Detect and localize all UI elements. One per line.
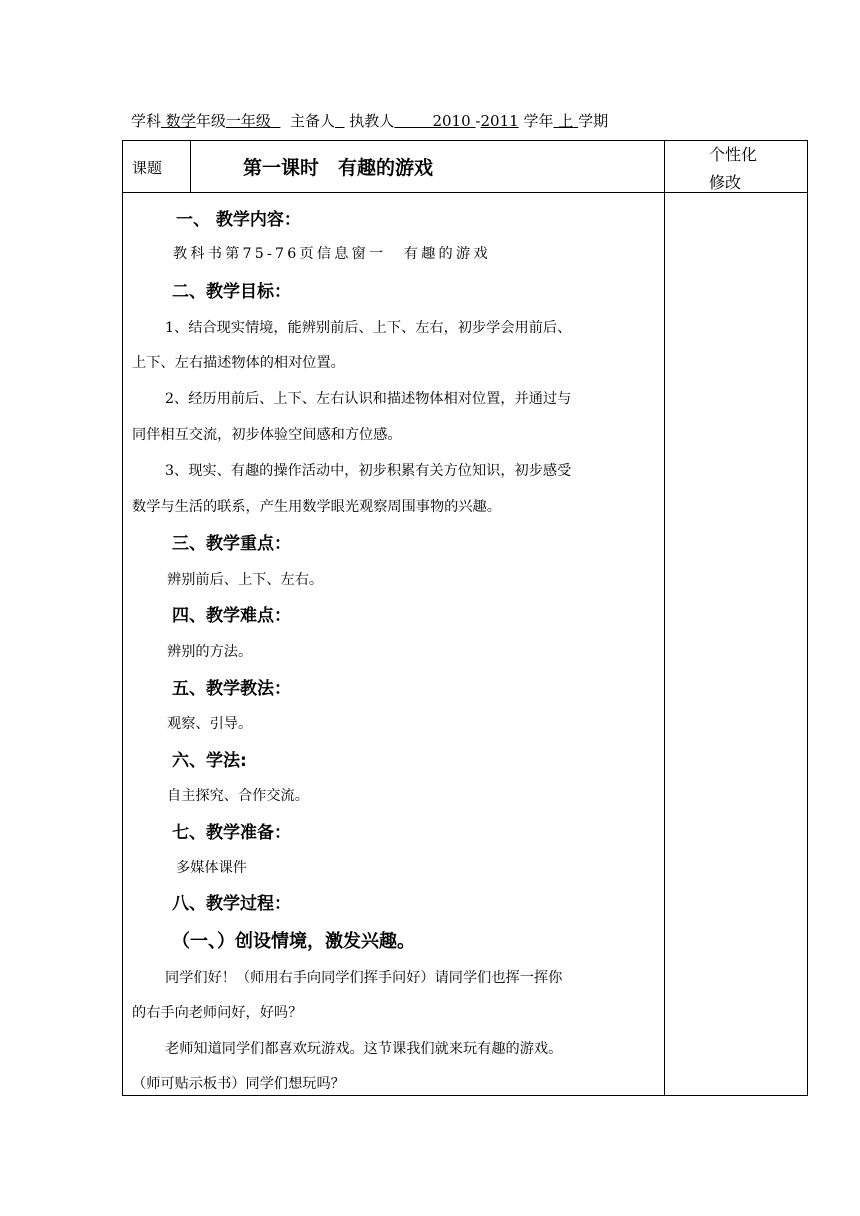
- subject-label: 学科: [131, 112, 162, 130]
- teacher-label: 执教人: [349, 112, 395, 130]
- section-heading-1: 一、 教学内容：: [176, 210, 301, 230]
- goal-3-line-1: 3、现实、有趣的操作活动中，初步积累有关方位知识，初步感受: [165, 463, 572, 479]
- planner-blank: [335, 112, 345, 130]
- section-text-7: 多媒体课件: [176, 860, 247, 876]
- side-header-line2: 修改: [709, 173, 742, 192]
- paragraph-2-line-1: 老师知道同学们都喜欢玩游戏。这节课我们就来玩有趣的游戏。: [165, 1041, 563, 1057]
- topic-label: 课题: [132, 159, 163, 177]
- side-header-line1: 个性化: [709, 145, 758, 164]
- divider-side-column: [664, 141, 665, 1095]
- year-start: 2010: [432, 112, 471, 130]
- planner-label: 主备人: [289, 112, 335, 130]
- grade-value: 一年级: [225, 112, 271, 130]
- school-year-label: 学年: [523, 112, 554, 130]
- teacher-blank: [394, 112, 475, 130]
- section-text-5: 观察、引导。: [167, 716, 253, 732]
- section-text-6: 自主探究、合作交流。: [167, 788, 309, 804]
- section-heading-4: 四、教学难点：: [172, 606, 291, 626]
- section-text-4: 辨别的方法。: [167, 644, 253, 660]
- divider-header-row: [123, 192, 807, 193]
- section-heading-5: 五、教学教法：: [172, 679, 291, 699]
- section-heading-8: 八、教学过程：: [172, 894, 291, 914]
- step-1-heading: （一、）创设情境，激发兴趣。: [172, 931, 415, 952]
- goal-2-line-1: 2、经历用前后、上下、左右认识和描述物体相对位置，并通过与: [165, 391, 572, 407]
- divider-topic-column: [190, 141, 191, 192]
- term-value: 上: [558, 112, 574, 130]
- lesson-plan-table: [122, 140, 808, 1096]
- section-heading-2: 二、教学目标：: [172, 282, 291, 302]
- paragraph-1-line-1: 同学们好！（师用右手向同学们挥手问好）请同学们也挥一挥你: [165, 970, 563, 986]
- section-heading-3: 三、教学重点：: [172, 534, 291, 554]
- goal-1-line-1: 1、结合现实情境，能辨别前后、上下、左右，初步学会用前后、: [165, 320, 572, 336]
- year-end: 2011: [480, 112, 519, 130]
- section-heading-6: 六、学法:: [172, 751, 247, 771]
- grade-label: 年级: [195, 112, 226, 130]
- goal-1-line-2: 上下、左右描述物体的相对位置。: [132, 355, 345, 371]
- term-label: 学期: [578, 112, 609, 130]
- goal-3-line-2: 数学与生活的联系，产生用数学眼光观察周围事物的兴趣。: [132, 499, 501, 515]
- paragraph-2-line-2: （师可贴示板书）同学们想玩吗？: [132, 1076, 345, 1092]
- subject-value: 数学: [165, 112, 196, 130]
- document-header: 学科 数学年级一年级 主备人 执教人 2010 -2011 学年 上 学期: [131, 112, 609, 130]
- lesson-title: 第一课时 有趣的游戏: [243, 157, 434, 179]
- goal-2-line-2: 同伴相互交流，初步体验空间感和方位感。: [132, 427, 402, 443]
- section-text-1: 教科书第75-76页信息窗一 有趣的游戏: [173, 246, 491, 262]
- section-heading-7: 七、教学准备：: [172, 823, 291, 843]
- section-text-3: 辨别前后、上下、左右。: [167, 572, 324, 588]
- paragraph-1-line-2: 的右手向老师问好，好吗？: [132, 1005, 303, 1021]
